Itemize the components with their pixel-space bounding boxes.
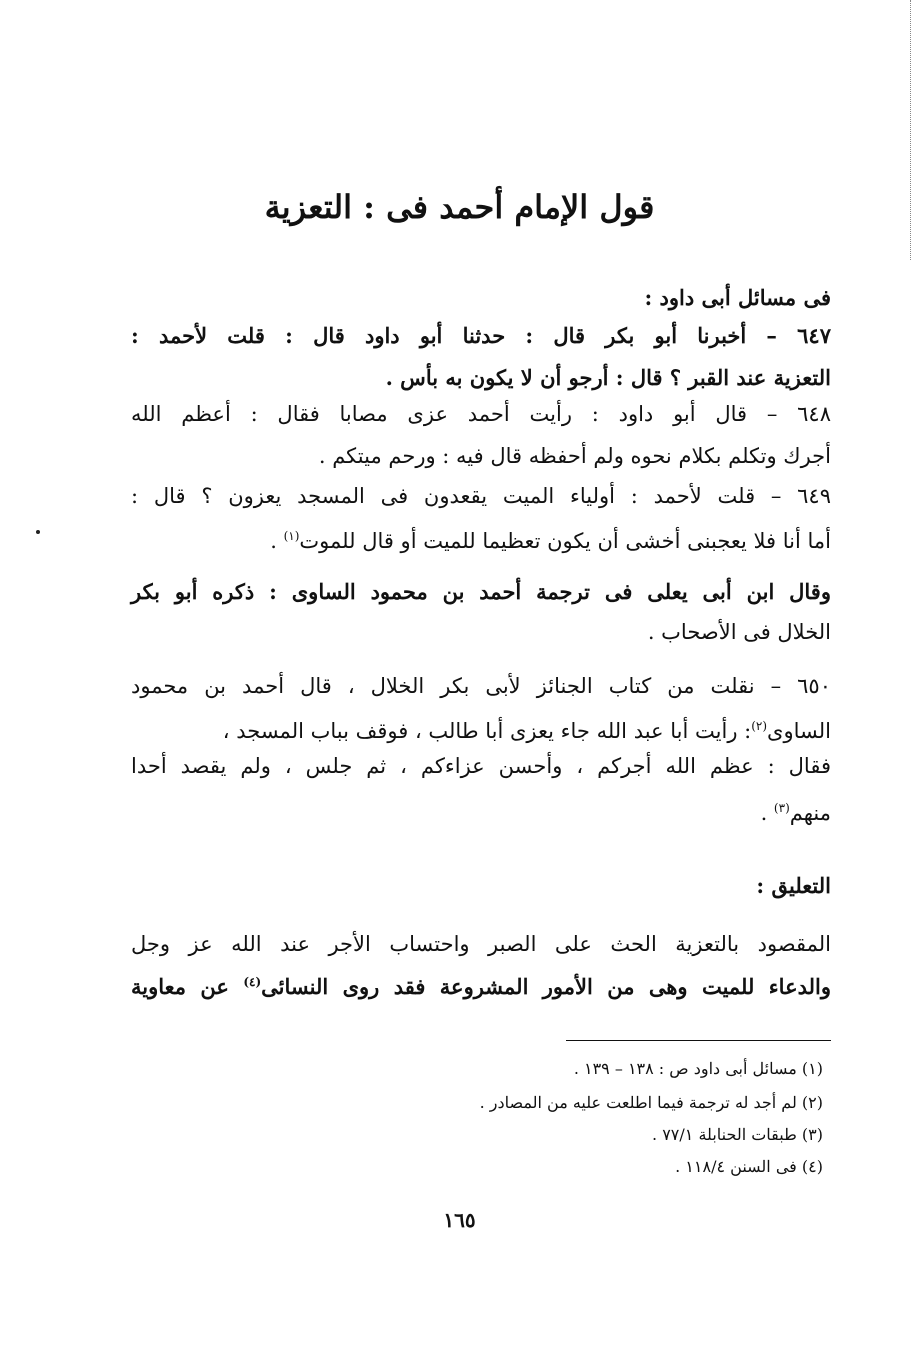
text-line-647-cont: التعزية عند القبر ؟ قال : أرجو أن لا يكون به بأس . — [385, 365, 831, 390]
footnote-ref-4: (٤) — [243, 975, 262, 989]
page-title: قول الإمام أحمد فى : التعزية — [264, 188, 655, 226]
text-span: منهم — [789, 801, 831, 825]
text-line-650-cont2: فقال : عظم الله أجركم ، وأحسن عزاءكم ، ثم جلس ، ولم يقصد أحدا — [131, 754, 831, 778]
commentary-line-1: المقصود بالتعزية الحث على الصبر واحتساب الأجر عند الله عز وجل — [131, 932, 831, 956]
text-line-648-cont: أجرك وتكلم بكلام نحوه ولم أحفظه قال فيه : ورحم ميتكم . — [318, 444, 831, 468]
text-span: أما أنا فلا يعجبنى أخشى أن يكون تعظيما للميت أو قال للموت — [299, 529, 831, 553]
text-span: . — [760, 801, 774, 825]
text-line-648: ٦٤٨ – قال أبو داود : رأيت أحمد عزى مصابا فقال : أعظم الله — [131, 402, 831, 426]
text-line-650-cont3 — [131, 794, 831, 827]
text-line-647: ٦٤٧ – أخبرنا أبو بكر قال : حدثنا أبو داود قال : قلت لأحمد : — [131, 323, 831, 348]
text-span: : رأيت أبا عبد الله جاء يعزى أبا طالب ، فوقف بباب المسجد ، — [222, 719, 752, 743]
footnote-ref-1: (١) — [283, 529, 300, 543]
text-line-649-cont — [131, 522, 831, 555]
text-span: عن معاوية — [131, 974, 229, 999]
footnote-2: (٢) لم أجد له ترجمة فيما اطلعت عليه من المصادر . — [479, 1093, 823, 1112]
footnote-3: (٣) طبقات الحنابلة ٧٧/١ . — [652, 1125, 823, 1144]
text-line-ibn-abi-yala-cont: الخلال فى الأصحاب . — [647, 620, 831, 644]
stray-dot — [36, 530, 40, 534]
text-span: . — [270, 529, 284, 553]
page-number: ١٦٥ — [443, 1208, 476, 1232]
footnote-4: (٤) فى السنن ١١٨/٤ . — [675, 1157, 823, 1176]
footnote-ref-2: (٢) — [751, 719, 768, 733]
text-span: الساوى — [767, 719, 831, 743]
section-source: فى مسائل أبى داود : — [644, 285, 831, 310]
commentary-line-2 — [131, 968, 831, 1001]
footnote-rule — [566, 1040, 831, 1041]
text-line-ibn-abi-yala: وقال ابن أبى يعلى فى ترجمة أحمد بن محمود الساوى : ذكره أبو بكر — [131, 579, 831, 604]
footnote-ref-3: (٣) — [773, 801, 790, 815]
text-line-650-cont — [131, 712, 831, 745]
footnote-1: (١) مسائل أبى داود ص : ١٣٨ – ١٣٩ . — [573, 1059, 823, 1078]
text-span: والدعاء للميت وهى من الأمور المشروعة فقد روى النسائى — [261, 974, 831, 999]
text-line-649: ٦٤٩ – قلت لأحمد : أولياء الميت يقعدون فى المسجد يعزون ؟ قال : — [131, 484, 831, 508]
text-line-650: ٦٥٠ – نقلت من كتاب الجنائز لأبى بكر الخلال ، قال أحمد بن محمود — [131, 674, 831, 698]
commentary-heading: التعليق : — [756, 873, 831, 898]
